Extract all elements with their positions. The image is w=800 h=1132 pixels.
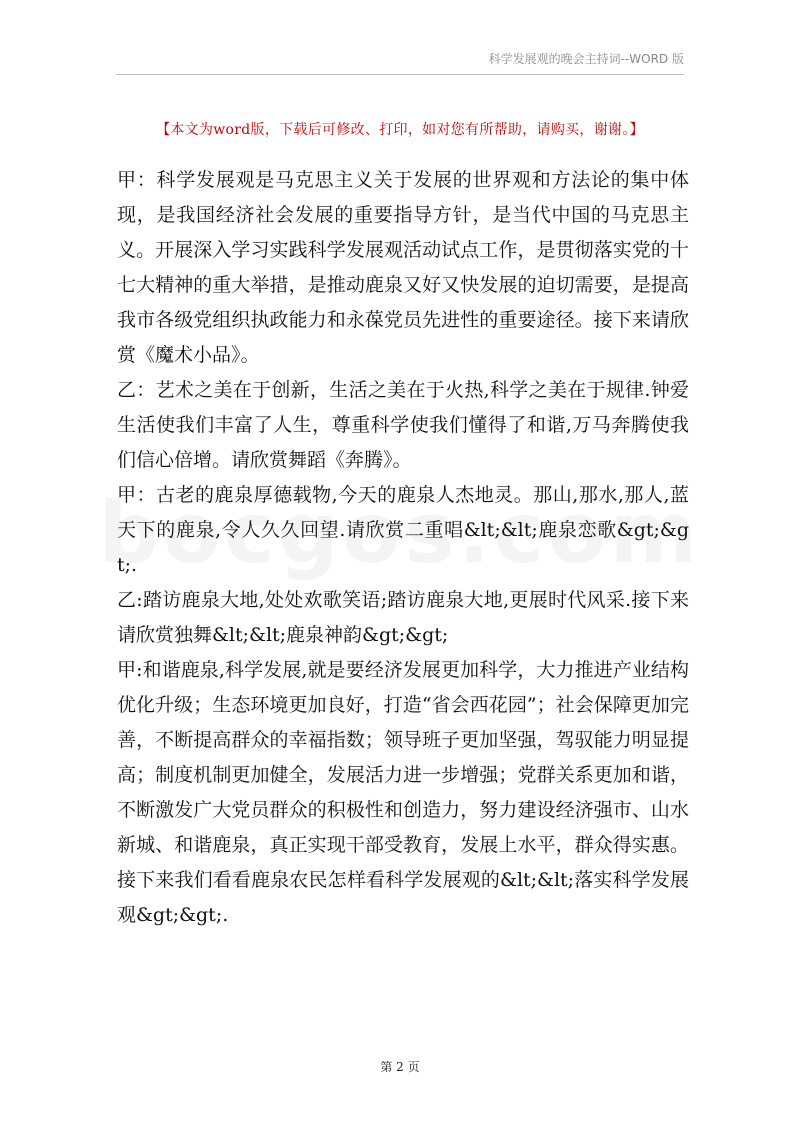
paragraph: 乙:踏访鹿泉大地,处处欢歌笑语;踏访鹿泉大地,更展时代风采.接下来请欣赏独舞&lt;&lt;鹿泉神韵&gt;&gt; <box>117 589 689 646</box>
paragraph: 甲：古老的鹿泉厚德载物,今天的鹿泉人杰地灵。那山,那水,那人,蓝天下的鹿泉,令人久久回望.请欣赏二重唱&lt;&lt;鹿泉恋歌&gt;&gt;. <box>117 484 689 576</box>
paragraph: 乙：艺术之美在于创新，生活之美在于火热,科学之美在于规律.钟爱生活使我们丰富了人生，尊重科学使我们懂得了和谐,万马奔腾使我们信心倍增。请欣赏舞蹈《奔腾》。 <box>117 379 689 471</box>
page-number: 第 2 页 <box>380 1060 420 1074</box>
paragraph: 甲：科学发展观是马克思主义关于发展的世界观和方法论的集中体现，是我国经济社会发展的重要指导方针，是当代中国的马克思主义。开展深入学习实践科学发展观活动试点工作，是贯彻落实党的十七大精神的重大举措，是推动鹿泉又好又快发展的迫切需要，是提高我市各级党组织执政能力和永葆党员先进性的重要途径。接下来请欣赏《魔术小品》。 <box>117 169 689 366</box>
running-header: 科学发展观的晚会主持词--WORD 版 <box>488 52 684 66</box>
paragraph: 甲:和谐鹿泉,科学发展,就是要经济发展更加科学，大力推进产业结构优化升级；生态环境更加良好，打造“省会西花园”；社会保障更加完善，不断提高群众的幸福指数；领导班子更加坚强，驾驭能力明显提高；制度机制更加健全，发展活力进一步增强；党群关系更加和谐，不断激发广大党员群众的积极性和创造力，努力建设经济强市、山水新城、和谐鹿泉，真正实现干部受教育，发展上水平，群众得实惠。接下来我们看看鹿泉农民怎样看科学发展观的&lt;&lt;落实科学发展观&gt;&gt;. <box>117 659 689 926</box>
document-body <box>117 163 689 933</box>
purchase-notice: 【本文为word版，下载后可修改、打印，如对您有所帮助，请购买，谢谢。】 <box>156 122 644 138</box>
header-divider <box>116 74 684 75</box>
